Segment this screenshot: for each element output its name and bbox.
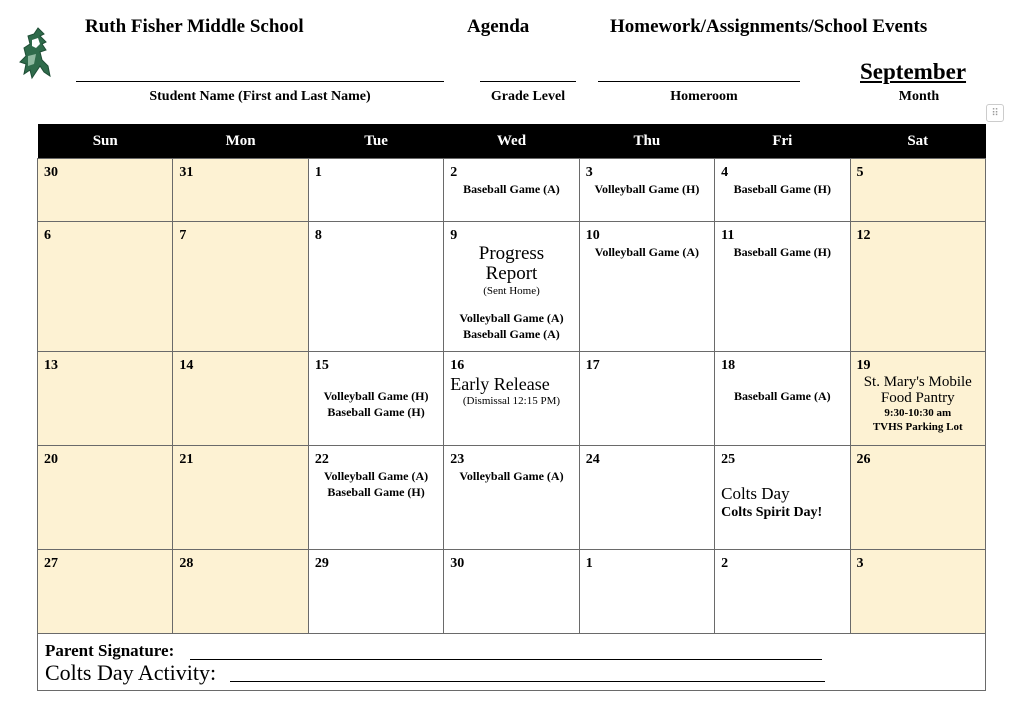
day-number: 16 <box>450 358 465 373</box>
event: Baseball Game (H) <box>733 245 831 259</box>
weekday-wed: Wed <box>444 124 579 159</box>
day-cell[interactable] <box>444 446 579 550</box>
day-number: 30 <box>450 556 465 571</box>
colts-spirit-day: Colts Spirit Day! <box>721 505 823 520</box>
weekday-fri: Fri <box>715 124 850 159</box>
day-number: 3 <box>856 556 864 571</box>
day-cell[interactable] <box>308 159 443 222</box>
calendar-grid <box>37 124 986 634</box>
day-cell[interactable] <box>38 159 173 222</box>
event: Volleyball Game (H) <box>594 182 700 196</box>
day-cell[interactable] <box>173 159 308 222</box>
weekday-sat: Sat <box>850 124 985 159</box>
day-cell[interactable] <box>579 222 714 352</box>
week-row <box>38 352 986 446</box>
day-number: 10 <box>585 228 600 243</box>
weekday-thu: Thu <box>579 124 714 159</box>
colts-day-title: Colts Day <box>721 484 790 503</box>
day-number: 9 <box>450 228 458 243</box>
week-row <box>38 222 986 352</box>
student-name-line[interactable] <box>76 81 444 82</box>
week-row <box>38 446 986 550</box>
day-number: 5 <box>856 165 864 180</box>
day-cell[interactable] <box>715 352 850 446</box>
day-number: 28 <box>179 556 194 571</box>
day-cell[interactable] <box>38 222 173 352</box>
day-cell[interactable] <box>38 352 173 446</box>
day-number: 27 <box>44 556 58 571</box>
day-cell[interactable] <box>308 352 443 446</box>
food-pantry-time: 9:30-10:30 am <box>884 407 952 419</box>
colt-mascot-logo <box>16 26 58 80</box>
grade-level-label: Grade Level <box>490 89 566 104</box>
grade-level-line[interactable] <box>480 81 576 82</box>
day-number: 8 <box>314 228 322 243</box>
weekday-header-row <box>38 124 986 159</box>
weekday-sun: Sun <box>38 124 173 159</box>
day-number: 6 <box>44 228 51 243</box>
month-value: September <box>860 59 967 84</box>
event: Volleyball Game (A) <box>459 469 564 483</box>
day-number: 14 <box>179 358 194 373</box>
event: Baseball Game (H) <box>327 485 425 499</box>
sent-home-note: (Sent Home) <box>483 285 540 297</box>
day-number: 1 <box>585 556 593 571</box>
week-row <box>38 550 986 634</box>
early-release-title: Early Release <box>450 374 550 394</box>
weekday-tue: Tue <box>308 124 443 159</box>
day-cell[interactable] <box>715 159 850 222</box>
day-cell[interactable] <box>308 222 443 352</box>
day-cell[interactable] <box>173 550 308 634</box>
day-number: 7 <box>179 228 187 243</box>
parent-signature-label: Parent Signature: <box>45 641 175 660</box>
day-number: 31 <box>179 165 194 180</box>
day-cell[interactable] <box>444 159 579 222</box>
day-number: 25 <box>721 452 736 467</box>
event: Volleyball Game (A) <box>459 311 564 325</box>
day-cell[interactable] <box>38 446 173 550</box>
day-number: 11 <box>721 228 735 243</box>
day-number: 17 <box>585 358 600 373</box>
day-number: 24 <box>585 452 600 467</box>
day-number: 18 <box>721 358 736 373</box>
event: Baseball Game (A) <box>733 389 831 403</box>
weekday-mon: Mon <box>173 124 308 159</box>
homeroom-line[interactable] <box>598 81 800 82</box>
day-cell[interactable] <box>850 550 985 634</box>
day-cell[interactable] <box>444 550 579 634</box>
event: Baseball Game (A) <box>463 182 560 196</box>
dismissal-note: (Dismissal 12:15 PM) <box>462 395 561 407</box>
student-name-label: Student Name (First and Last Name) <box>149 89 371 104</box>
day-cell[interactable] <box>173 222 308 352</box>
day-cell[interactable] <box>850 352 985 446</box>
food-pantry-title-2: Food Pantry <box>880 390 955 406</box>
day-cell[interactable] <box>444 352 579 446</box>
day-number: 1 <box>314 165 322 180</box>
day-number: 13 <box>44 358 58 373</box>
homework-title: Homework/Assignments/School Events <box>610 16 928 37</box>
day-number: 15 <box>314 358 329 373</box>
day-number: 22 <box>314 452 329 467</box>
day-cell[interactable] <box>850 222 985 352</box>
event: Baseball Game (H) <box>327 405 425 419</box>
day-cell[interactable] <box>850 159 985 222</box>
school-name: Ruth Fisher Middle School <box>85 16 304 37</box>
day-number: 29 <box>314 556 329 571</box>
day-cell[interactable] <box>38 550 173 634</box>
event: Volleyball Game (A) <box>594 245 699 259</box>
day-cell[interactable] <box>308 446 443 550</box>
event: Volleyball Game (A) <box>323 469 429 483</box>
day-number: 2 <box>450 165 458 180</box>
day-number: 21 <box>179 452 194 467</box>
day-cell[interactable] <box>715 446 850 550</box>
day-cell[interactable] <box>579 550 714 634</box>
day-cell[interactable] <box>173 446 308 550</box>
day-number: 4 <box>721 165 729 180</box>
event: Baseball Game (A) <box>463 327 560 341</box>
month-label: Month <box>898 89 940 104</box>
day-number: 19 <box>856 358 871 373</box>
agenda-title: Agenda <box>467 16 530 37</box>
week-row <box>38 159 986 222</box>
day-cell[interactable] <box>579 446 714 550</box>
drag-handle-icon[interactable]: ⠿ <box>986 104 1004 122</box>
day-number: 12 <box>856 228 871 243</box>
food-pantry-location: TVHS Parking Lot <box>872 421 963 433</box>
day-cell[interactable] <box>715 222 850 352</box>
parent-signature-line[interactable] <box>190 659 822 660</box>
day-cell[interactable] <box>308 550 443 634</box>
day-number: 3 <box>585 165 593 180</box>
homeroom-label: Homeroom <box>670 89 738 104</box>
event: Baseball Game (H) <box>733 182 831 196</box>
day-number: 20 <box>44 452 58 467</box>
day-cell[interactable] <box>850 446 985 550</box>
day-cell[interactable] <box>715 550 850 634</box>
progress-report-title-2: Report <box>485 263 538 284</box>
day-cell[interactable] <box>173 352 308 446</box>
day-number: 26 <box>856 452 871 467</box>
day-number: 2 <box>721 556 729 571</box>
progress-report-title: Progress <box>478 243 545 264</box>
day-number: 23 <box>450 452 465 467</box>
colts-day-activity-line[interactable] <box>230 681 825 682</box>
day-number: 30 <box>44 165 58 180</box>
day-cell[interactable] <box>579 352 714 446</box>
colts-day-activity-label: Colts Day Activity: <box>45 660 217 685</box>
food-pantry-title: St. Mary's Mobile <box>863 374 972 390</box>
event: Volleyball Game (H) <box>323 389 429 403</box>
day-cell[interactable] <box>444 222 579 352</box>
day-cell[interactable] <box>579 159 714 222</box>
